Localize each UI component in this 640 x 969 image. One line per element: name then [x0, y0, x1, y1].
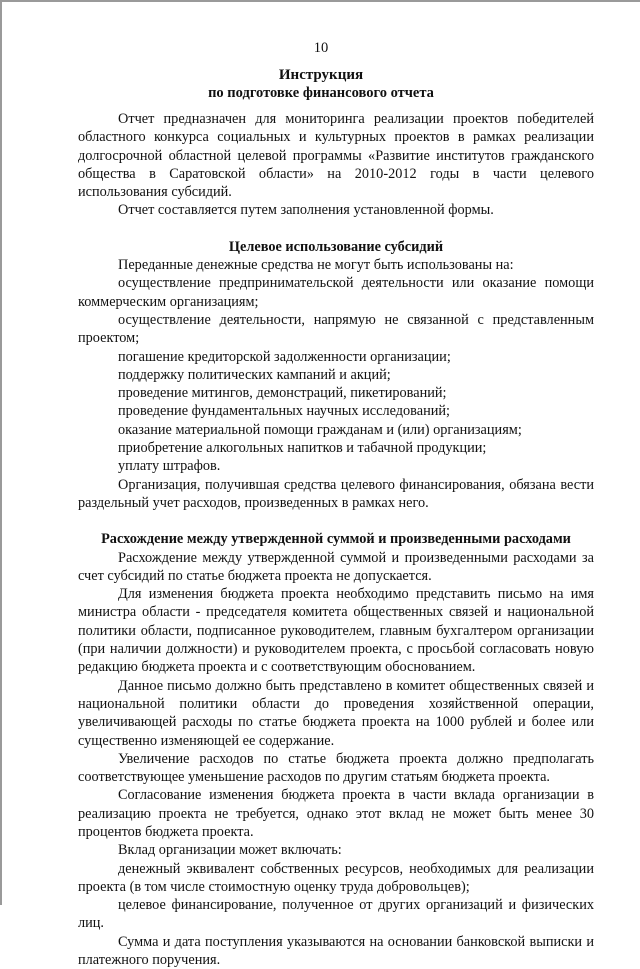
section-closing-paragraph: Организация, получившая средства целевого финансирования, обязана вести раздельный учет расходов, произведенных в рамках него. — [78, 476, 594, 511]
section-lead: Переданные денежные средства не могут быть использованы на: — [118, 257, 514, 274]
list-item: уплату штрафов. — [118, 458, 221, 475]
document-title: Инструкция — [278, 67, 364, 83]
paragraph: Для изменения бюджета проекта необходимо представить письмо на имя министра области - председателя комитета общественных связей и национальной политики области, подписанное руководителем, главным бухгалтером организации (при наличии должности) и руководителем проекта, с просьбой согласовать новую редакцию бюджета проекта и с соответствующим обоснованием. — [78, 586, 594, 676]
section-heading-discrepancy: Расхождение между утвержденной суммой и произведенными расходами — [101, 531, 571, 548]
list-item: осуществление предпринимательской деятельности или оказание помощи коммерческим организациям; — [78, 275, 594, 310]
list-item: приобретение алкогольных напитков и табачной продукции; — [118, 440, 487, 457]
page-number: 10 — [313, 40, 329, 56]
document-title-block — [2, 66, 640, 102]
list-item: погашение кредиторской задолженности организации; — [118, 348, 451, 365]
list-item: проведение фундаментальных научных исследований; — [118, 403, 450, 420]
paragraph: Увеличение расходов по статье бюджета проекта должно предполагать соответствующее уменьшение расходов по другим статьям бюджета проекта. — [78, 750, 594, 786]
document-subtitle: по подготовке финансового отчета — [208, 85, 434, 101]
paragraph: Вклад организации может включать: — [118, 842, 342, 859]
list-item: оказание материальной помощи гражданам и (или) организациям; — [118, 421, 522, 438]
document-body — [78, 110, 594, 969]
list-item: денежный эквивалент собственных ресурсов, необходимых для реализации проекта (в том числе стоимостную оценку труда добровольцев); — [78, 860, 594, 895]
intro-paragraph: Отчет составляется путем заполнения установленной формы. — [118, 202, 494, 219]
list-item: целевое финансирование, полученное от других организаций и физических лиц. — [78, 897, 594, 932]
paragraph: Данное письмо должно быть представлено в комитет общественных связей и национальной политики области до проведения хозяйственной операции, увеличивающей расходы по статье бюджета проекта на 1000 рублей и более или существенно изменяющей ее содержание. — [78, 677, 594, 749]
paragraph: Согласование изменения бюджета проекта в части вклада организации в реализацию проекта не требуется, однако этот вклад не может быть менее 30 процентов бюджета проекта. — [78, 787, 594, 840]
intro-paragraph: Отчет предназначен для мониторинга реализации проектов победителей областного конкурса социальных и культурных проектов в рамках реализации долгосрочной областной целевой программы «Развитие институтов гражданского общества в Саратовской области» на 2010-2012 годы в части целевого использования субсидий. — [78, 111, 594, 201]
paragraph: Расхождение между утвержденной суммой и произведенными расходами за счет субсидий по статье бюджета проекта не допускается. — [78, 549, 594, 584]
list-item: проведение митингов, демонстраций, пикетирований; — [118, 385, 447, 402]
section-heading-target-use: Целевое использование субсидий — [228, 238, 444, 255]
list-item: осуществление деятельности, напрямую не связанной с представленным проектом; — [78, 311, 594, 347]
list-item: поддержку политических кампаний и акций; — [118, 366, 391, 383]
paragraph: Сумма и дата поступления указываются на основании банковской выписки и платежного поручения. — [78, 933, 594, 969]
